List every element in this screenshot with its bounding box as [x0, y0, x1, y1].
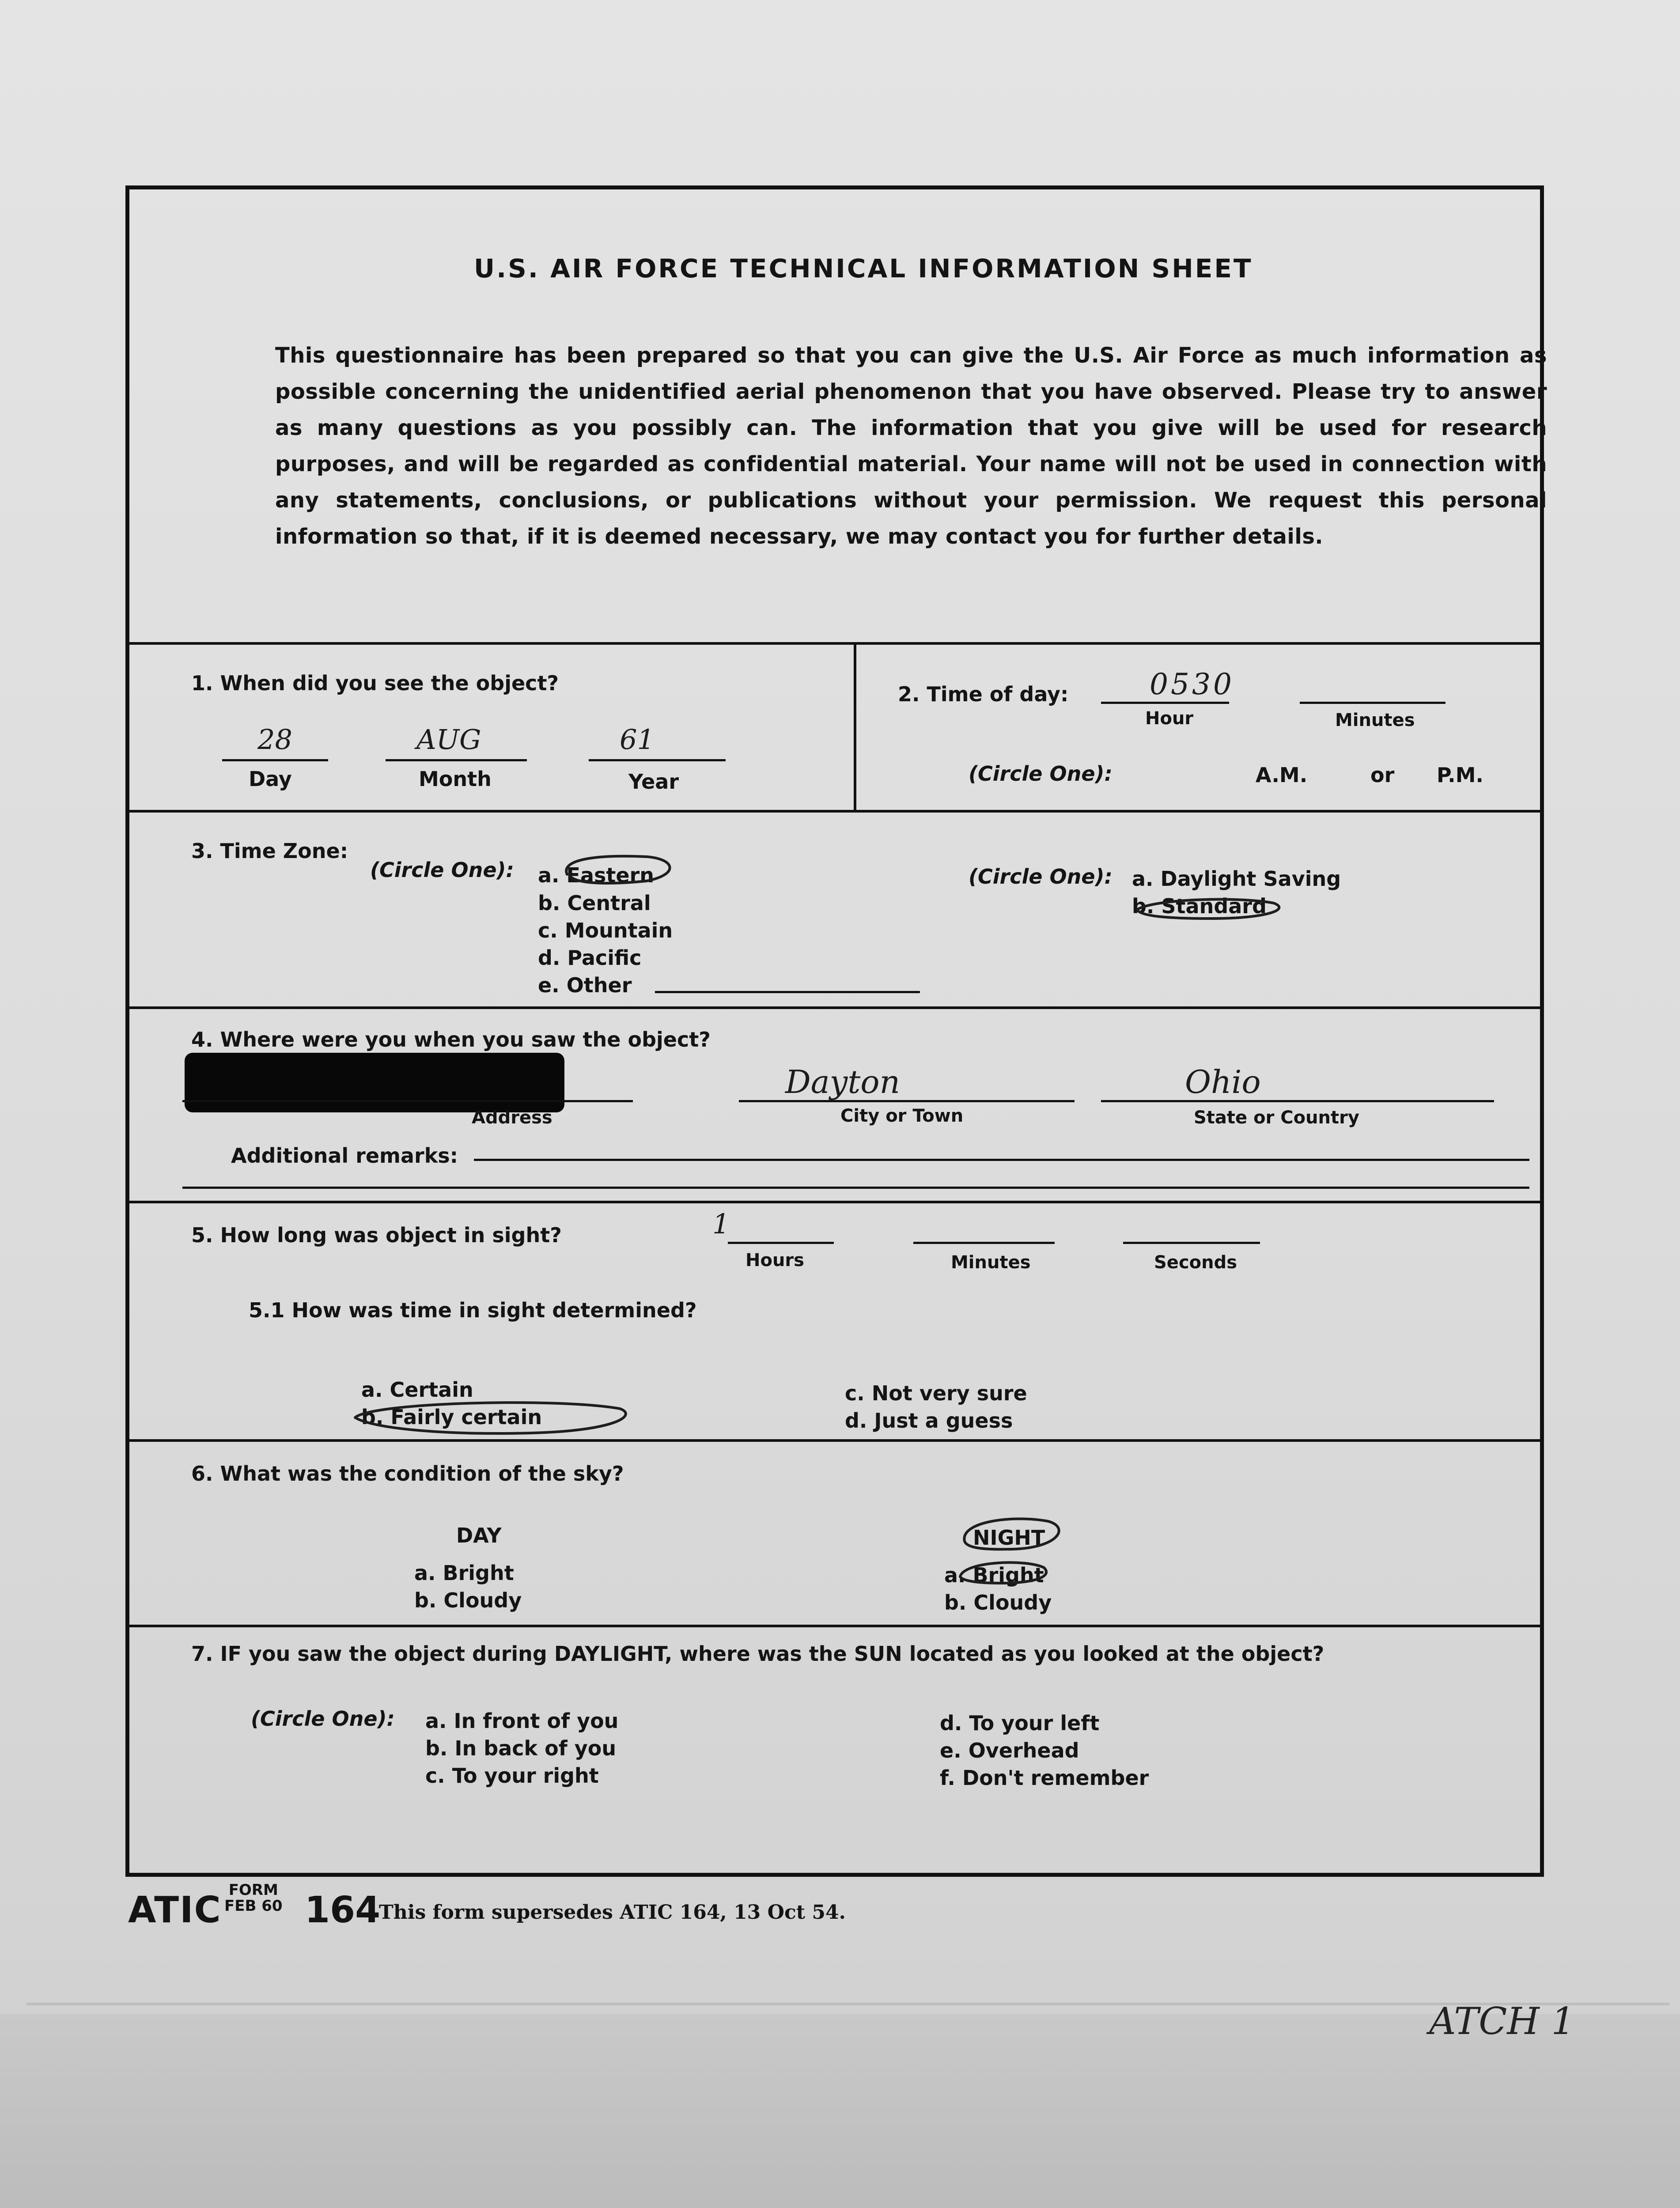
q2-hour-label: Hour — [1145, 708, 1194, 729]
footer-form-word: FORM — [228, 1881, 278, 1899]
pen-mark-standard — [1137, 900, 1279, 919]
q6-night-option-b: b. Cloudy — [944, 1591, 1052, 1614]
q3-zone-c: c. Mountain — [538, 919, 673, 942]
q5-hours-label: Hours — [745, 1250, 804, 1270]
q5-option-d: d. Just a guess — [845, 1409, 1013, 1433]
q4-city-value: Dayton — [785, 1063, 900, 1100]
q4-address-label: Address — [472, 1108, 552, 1128]
q2-minutes-label: Minutes — [1335, 710, 1415, 730]
q3-saving-b: b. Standard — [1132, 894, 1267, 918]
q3-saving-circle-label: (Circle One): — [969, 865, 1112, 888]
footer-form-date: FEB 60 — [224, 1897, 283, 1915]
pen-marks — [125, 185, 1544, 1877]
q5-option-c: c. Not very sure — [845, 1381, 1027, 1405]
q7-option-e: e. Overhead — [940, 1739, 1079, 1762]
q3-circle-label: (Circle One): — [370, 858, 514, 882]
q7-circle-label: (Circle One): — [251, 1707, 395, 1731]
pen-mark-bright — [960, 1562, 1046, 1583]
q7-option-d: d. To your left — [940, 1711, 1100, 1735]
scan-background — [0, 2014, 1680, 2208]
q1-year-value: 61 — [620, 723, 655, 756]
q3-zone-b: b. Central — [538, 891, 651, 915]
q4-remarks-label: Additional remarks: — [231, 1144, 458, 1168]
q5-label: 5. How long was object in sight? — [191, 1223, 562, 1247]
intro-text: This questionnaire has been prepared so that you can give the U.S. Air Force as much information as possible concerning the unidentified aerial phenomenon that you have observed. Please try to answer as many questions as you possibly can. The information that you give will be used for research purposes, and will be regarded as confidential material. Your name will not be used in connection with any statements, conclusions, or publications without your permission. We request this personal information so that, if it is deemed necessary, we may contact you for further details. — [275, 343, 1547, 549]
q6-night-option-a: a. Bright — [944, 1563, 1044, 1587]
footer-note: This form supersedes ATIC 164, 13 Oct 54. — [379, 1901, 846, 1924]
q3-label: 3. Time Zone: — [191, 839, 348, 863]
q1-label: 1. When did you see the object? — [191, 671, 559, 695]
q5-seconds-label: Seconds — [1154, 1252, 1237, 1273]
pen-mark-fairly-certain — [355, 1403, 626, 1433]
q1-year-label: Year — [628, 770, 679, 794]
q7-option-f: f. Don't remember — [940, 1766, 1149, 1790]
q2-label: 2. Time of day: — [898, 682, 1069, 706]
q4-state-value: Ohio — [1185, 1063, 1261, 1100]
attachment-stamp: ATCH 1 — [1429, 2000, 1575, 2043]
q1-month-value: AUG — [416, 723, 481, 756]
q5-option-b: b. Fairly certain — [361, 1405, 542, 1429]
q7-option-c: c. To your right — [425, 1764, 599, 1788]
q6-night-heading: NIGHT — [973, 1526, 1045, 1550]
q3-zone-e: e. Other — [538, 973, 632, 997]
q5-sub-label: 5.1 How was time in sight determined? — [249, 1298, 697, 1322]
q7-option-b: b. In back of you — [425, 1736, 617, 1760]
form-title: U.S. AIR FORCE TECHNICAL INFORMATION SHEET — [474, 253, 1253, 284]
pen-mark-eastern — [566, 856, 670, 883]
q3-zone-d: d. Pacific — [538, 946, 642, 970]
q3-saving-a: a. Daylight Saving — [1132, 867, 1341, 891]
q2-time-value: 0530 — [1150, 667, 1234, 701]
q2-pm: P.M. — [1437, 763, 1483, 787]
q5-hours-value: 1 — [712, 1208, 730, 1240]
q6-day-option-a: a. Bright — [414, 1561, 514, 1585]
q2-am: A.M. — [1256, 763, 1308, 787]
q1-day-value: 28 — [257, 723, 292, 756]
q4-city-label: City or Town — [840, 1106, 964, 1126]
q5-option-a: a. Certain — [361, 1378, 473, 1402]
q1-month-label: Month — [419, 767, 492, 791]
page-edge — [26, 2003, 1669, 2005]
q7-option-a: a. In front of you — [425, 1709, 619, 1733]
footer-atic: ATIC — [128, 1889, 222, 1931]
q6-label: 6. What was the condition of the sky? — [191, 1462, 624, 1486]
footer-form-number: 164 — [305, 1889, 381, 1931]
q2-or: or — [1370, 763, 1395, 787]
q6-day-heading: DAY — [456, 1524, 502, 1547]
pen-mark-night — [964, 1519, 1059, 1549]
q7-label: 7. IF you saw the object during DAYLIGHT, where was the SUN located as you looked at the object? — [191, 1642, 1324, 1666]
q4-state-label: State or Country — [1194, 1108, 1359, 1128]
footer-form-block — [224, 1882, 283, 1914]
q4-label: 4. Where were you when you saw the object? — [191, 1028, 711, 1051]
q5-minutes-label: Minutes — [951, 1252, 1031, 1273]
q2-circle-label: (Circle One): — [969, 762, 1112, 786]
q1-day-label: Day — [249, 767, 292, 791]
q3-zone-a: a. Eastern — [538, 863, 654, 887]
q6-day-option-b: b. Cloudy — [414, 1588, 522, 1612]
form-frame — [125, 185, 1547, 1877]
